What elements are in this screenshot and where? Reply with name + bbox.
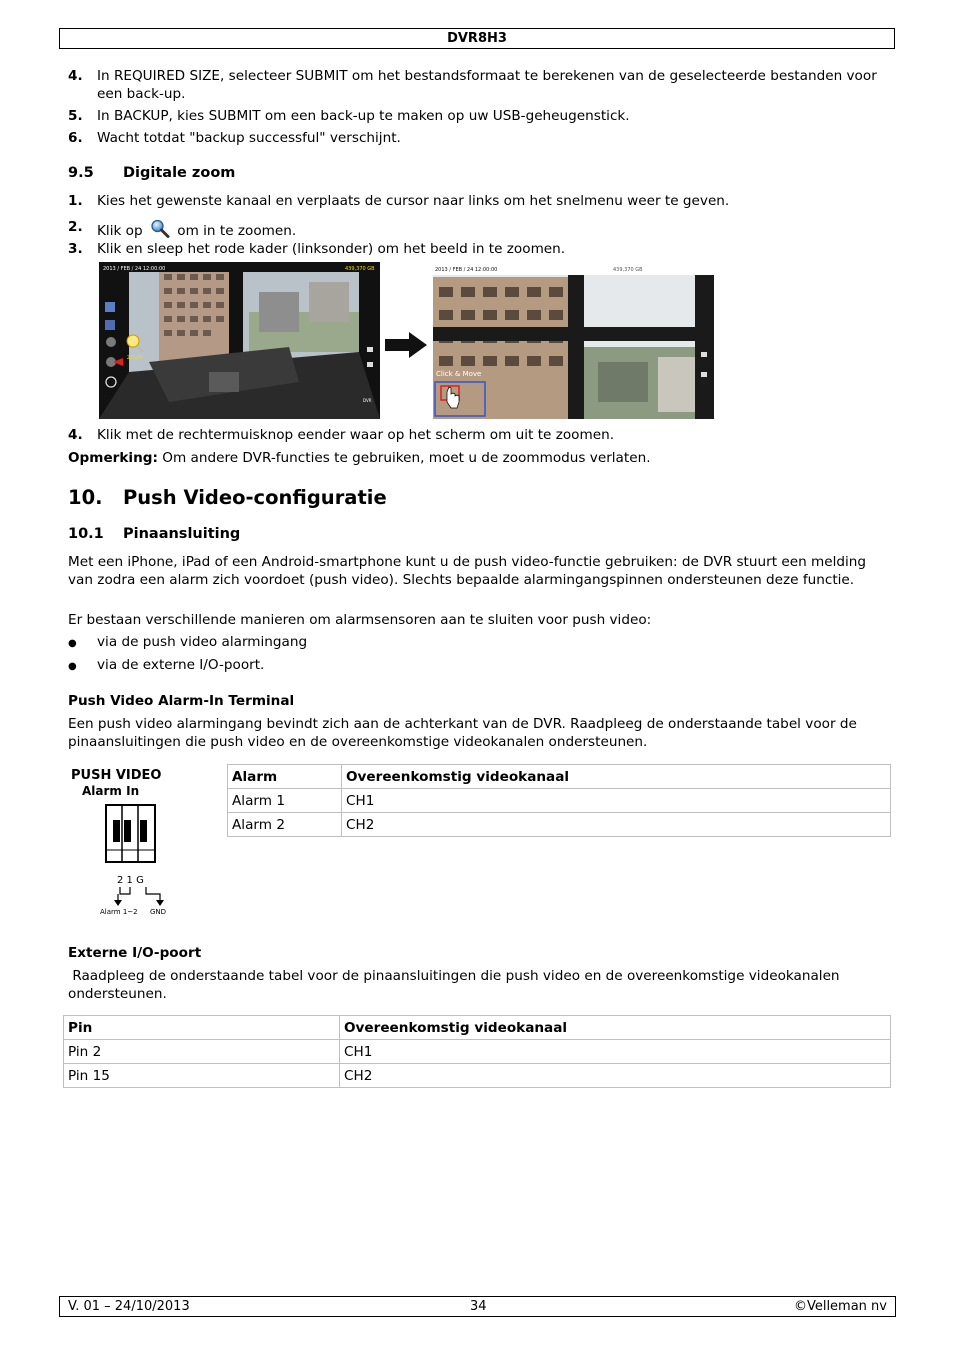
step-text-after: om in te zoomen. (177, 223, 297, 239)
chapter-title: Push Video-configuratie (123, 486, 387, 509)
paragraph: Er bestaan verschillende manieren om alarmsensoren aan te sluiten voor push video: (68, 612, 652, 628)
dvr-text: DVR (363, 398, 372, 403)
menu-icon (106, 337, 116, 347)
subheading: Externe I/O-poort (68, 945, 202, 961)
page-footer (59, 1296, 896, 1317)
arrow-right-icon (385, 332, 427, 362)
table-row (228, 813, 891, 837)
status-text: 2013 / FEB / 24 12:00:00 (103, 266, 166, 272)
step-number: 3. (68, 241, 83, 257)
table-cell: CH1 (342, 789, 891, 813)
table-cell: CH2 (340, 1064, 891, 1088)
section-number: 9.5 (68, 165, 94, 181)
diagram-subtitle: Alarm In (82, 784, 140, 798)
menu-icon (105, 302, 115, 312)
diagram-title: PUSH VIDEO (71, 768, 162, 783)
table-header-row (64, 1016, 891, 1040)
step-text: Klik en sleep het rode kader (linksonder) om het beeld in te zoomen. (97, 241, 566, 257)
paragraph: Een push video alarmingang bevindt zich aan de achterkant van de DVR. Raadpleeg de onderstaande tabel voor de pinaansluitingen die push video en de overeenkomstige videokanalen ondersteunen. (68, 716, 857, 750)
step-number: 4. (68, 427, 83, 443)
table-header-cell: Overeenkomstig videokanaal (342, 765, 891, 789)
io-port-table (63, 1015, 891, 1088)
alarm-label: Alarm 1~2 (100, 908, 138, 916)
gnd-label: GND (150, 908, 167, 916)
chapter-number: 10. (68, 486, 103, 509)
hdd-text: 439,370 GB (345, 266, 375, 272)
paragraph: Raadpleeg de onderstaande tabel voor de pinaansluitingen die push video en de overeenkomstige videokanalen ondersteunen. (68, 968, 844, 1002)
note (68, 450, 890, 468)
bullet-text: via de push video alarmingang (97, 634, 308, 650)
menu-icon (105, 320, 115, 330)
dvr-screenshot-normal (99, 262, 380, 419)
alarm-in-terminal-diagram (68, 764, 178, 919)
magnifier-icon (127, 335, 139, 347)
table-row (64, 1064, 891, 1088)
step-text: Klik met de rechtermuisknop eender waar op het scherm om uit te zoomen. (97, 427, 615, 443)
table-cell: Alarm 1 (228, 789, 342, 813)
footer-copyright: ©Velleman nv (793, 1299, 887, 1314)
table-cell: CH1 (340, 1040, 891, 1064)
table-row (228, 789, 891, 813)
step-text: Kies het gewenste kanaal en verplaats de cursor naar links om het snelmenu weer te geven. (97, 193, 730, 209)
section-title: Pinaansluiting (123, 526, 241, 542)
section-heading-10-1 (68, 526, 241, 542)
table-header-cell: Pin (64, 1016, 340, 1040)
bullet-icon: ● (68, 638, 77, 649)
section-title: Digitale zoom (123, 165, 236, 181)
page-header: DVR8H3 (59, 28, 895, 49)
step-number: 4. (68, 68, 83, 84)
table-cell: Alarm 2 (228, 813, 342, 837)
hdd-text: 439,370 GB (613, 267, 643, 273)
chapter-heading-10 (68, 486, 387, 509)
footer-version: V. 01 – 24/10/2013 (68, 1299, 190, 1314)
status-text: 2013 / FEB / 24 12:00:00 (435, 267, 498, 273)
alarm-table (227, 764, 891, 837)
section-heading-9-5 (68, 165, 236, 181)
table-cell: Pin 2 (64, 1040, 340, 1064)
subheading: Push Video Alarm-In Terminal (68, 693, 295, 709)
table-cell: CH2 (342, 813, 891, 837)
table-cell: Pin 15 (64, 1064, 340, 1088)
section-number: 10.1 (68, 526, 104, 542)
bullet-text: via de externe I/O-poort. (97, 657, 265, 673)
table-row (64, 1040, 891, 1064)
step-text: In BACKUP, kies SUBMIT om een back-up te maken op uw USB-geheugenstick. (97, 108, 630, 124)
note-text: Om andere DVR-functies te gebruiken, moet u de zoommodus verlaten. (162, 450, 651, 466)
step-text: In REQUIRED SIZE, selecteer SUBMIT om het bestandsformaat te berekenen van de geselecteerde bestanden voor een back-up. (97, 68, 877, 102)
pin-labels: 2 1 G (117, 875, 144, 886)
overlay-text: Click & Move (436, 370, 482, 378)
step-number: 5. (68, 108, 83, 124)
footer-page-number: 34 (470, 1299, 487, 1314)
step-number: 6. (68, 130, 83, 146)
table-header-cell: Overeenkomstig videokanaal (340, 1016, 891, 1040)
bullet-icon: ● (68, 661, 77, 672)
note-label: Opmerking: (68, 450, 158, 466)
table-header-row (228, 765, 891, 789)
step-text: Wacht totdat "backup successful" verschijnt. (97, 130, 401, 146)
paragraph: Met een iPhone, iPad of een Android-smartphone kunt u de push video-functie gebruiken: de DVR stuurt een melding van zodra een alarm zich voordoet (push video). Slechts bepaalde alarmingangspinnen ondersteunen deze functie. (68, 554, 867, 588)
step-number: 2. (68, 219, 83, 235)
step-number: 1. (68, 193, 83, 209)
step-text-before: Klik op (97, 223, 143, 239)
dvr-screenshot-zoomed (433, 262, 714, 419)
zoom-label: ZOOM (127, 355, 143, 361)
table-header-cell: Alarm (228, 765, 342, 789)
